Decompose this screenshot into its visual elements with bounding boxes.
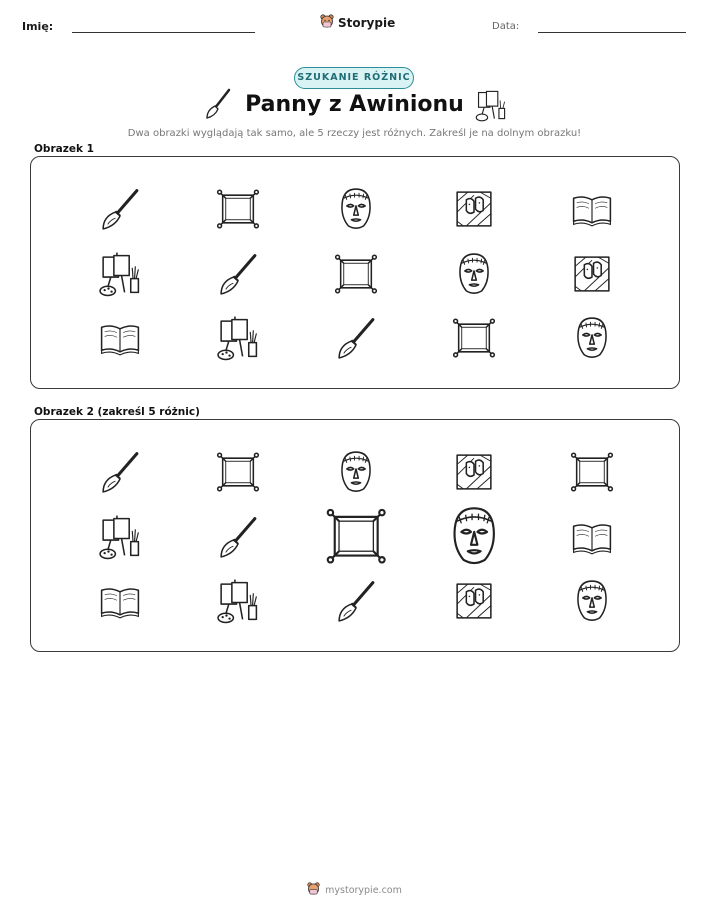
footer-url: mystorypie.com [325,884,402,896]
brand-name: Storypie [338,15,396,30]
date-field[interactable] [538,32,686,33]
easel-icon [97,251,143,297]
cubist-painting-icon[interactable] [451,449,497,495]
easel-icon[interactable] [215,578,261,624]
brand-logo [320,14,395,31]
bear-icon [320,14,334,31]
frame-icon [451,315,497,361]
mask-icon [451,251,497,297]
paintbrush-icon[interactable] [215,514,261,560]
bear-icon [307,882,320,898]
book-icon[interactable] [569,514,615,560]
paintbrush-icon[interactable] [97,449,143,495]
instructions: Dwa obrazki wyglądają tak samo, ale 5 rzeczy jest różnych. Zakreśl je na dolnym obrazku! [127,128,582,139]
book-icon [97,315,143,361]
cubist-painting-icon [451,186,497,232]
date-label: Data: [492,21,520,32]
book-icon[interactable] [97,578,143,624]
name-field[interactable] [72,32,255,33]
easel-icon [215,315,261,361]
footer [0,882,709,898]
easel-icon [474,88,508,126]
picture-2-panel[interactable] [30,419,680,652]
easel-icon[interactable] [97,514,143,560]
category-tag: SZUKANIE RÓŻNIC [294,67,414,89]
picture-2-label: Obrazek 2 (zakreśl 5 różnic) [34,406,200,418]
picture-1-panel [30,156,680,389]
frame-icon[interactable] [215,449,261,495]
paintbrush-icon [215,251,261,297]
paintbrush-icon [97,186,143,232]
frame-icon [215,186,261,232]
frame-icon [333,251,379,297]
paintbrush-icon[interactable] [333,578,379,624]
mask-icon [569,315,615,361]
page-title: Panny z Awinionu [245,92,464,117]
frame-icon[interactable] [324,504,388,568]
book-icon [569,186,615,232]
mask-icon[interactable] [442,504,506,568]
mask-icon [333,186,379,232]
cubist-painting-icon [569,251,615,297]
paintbrush-icon [333,315,379,361]
mask-icon[interactable] [333,449,379,495]
cubist-painting-icon[interactable] [451,578,497,624]
mask-icon[interactable] [569,578,615,624]
picture-1-label: Obrazek 1 [34,143,94,155]
frame-icon[interactable] [569,449,615,495]
name-label: Imię: [22,20,54,33]
